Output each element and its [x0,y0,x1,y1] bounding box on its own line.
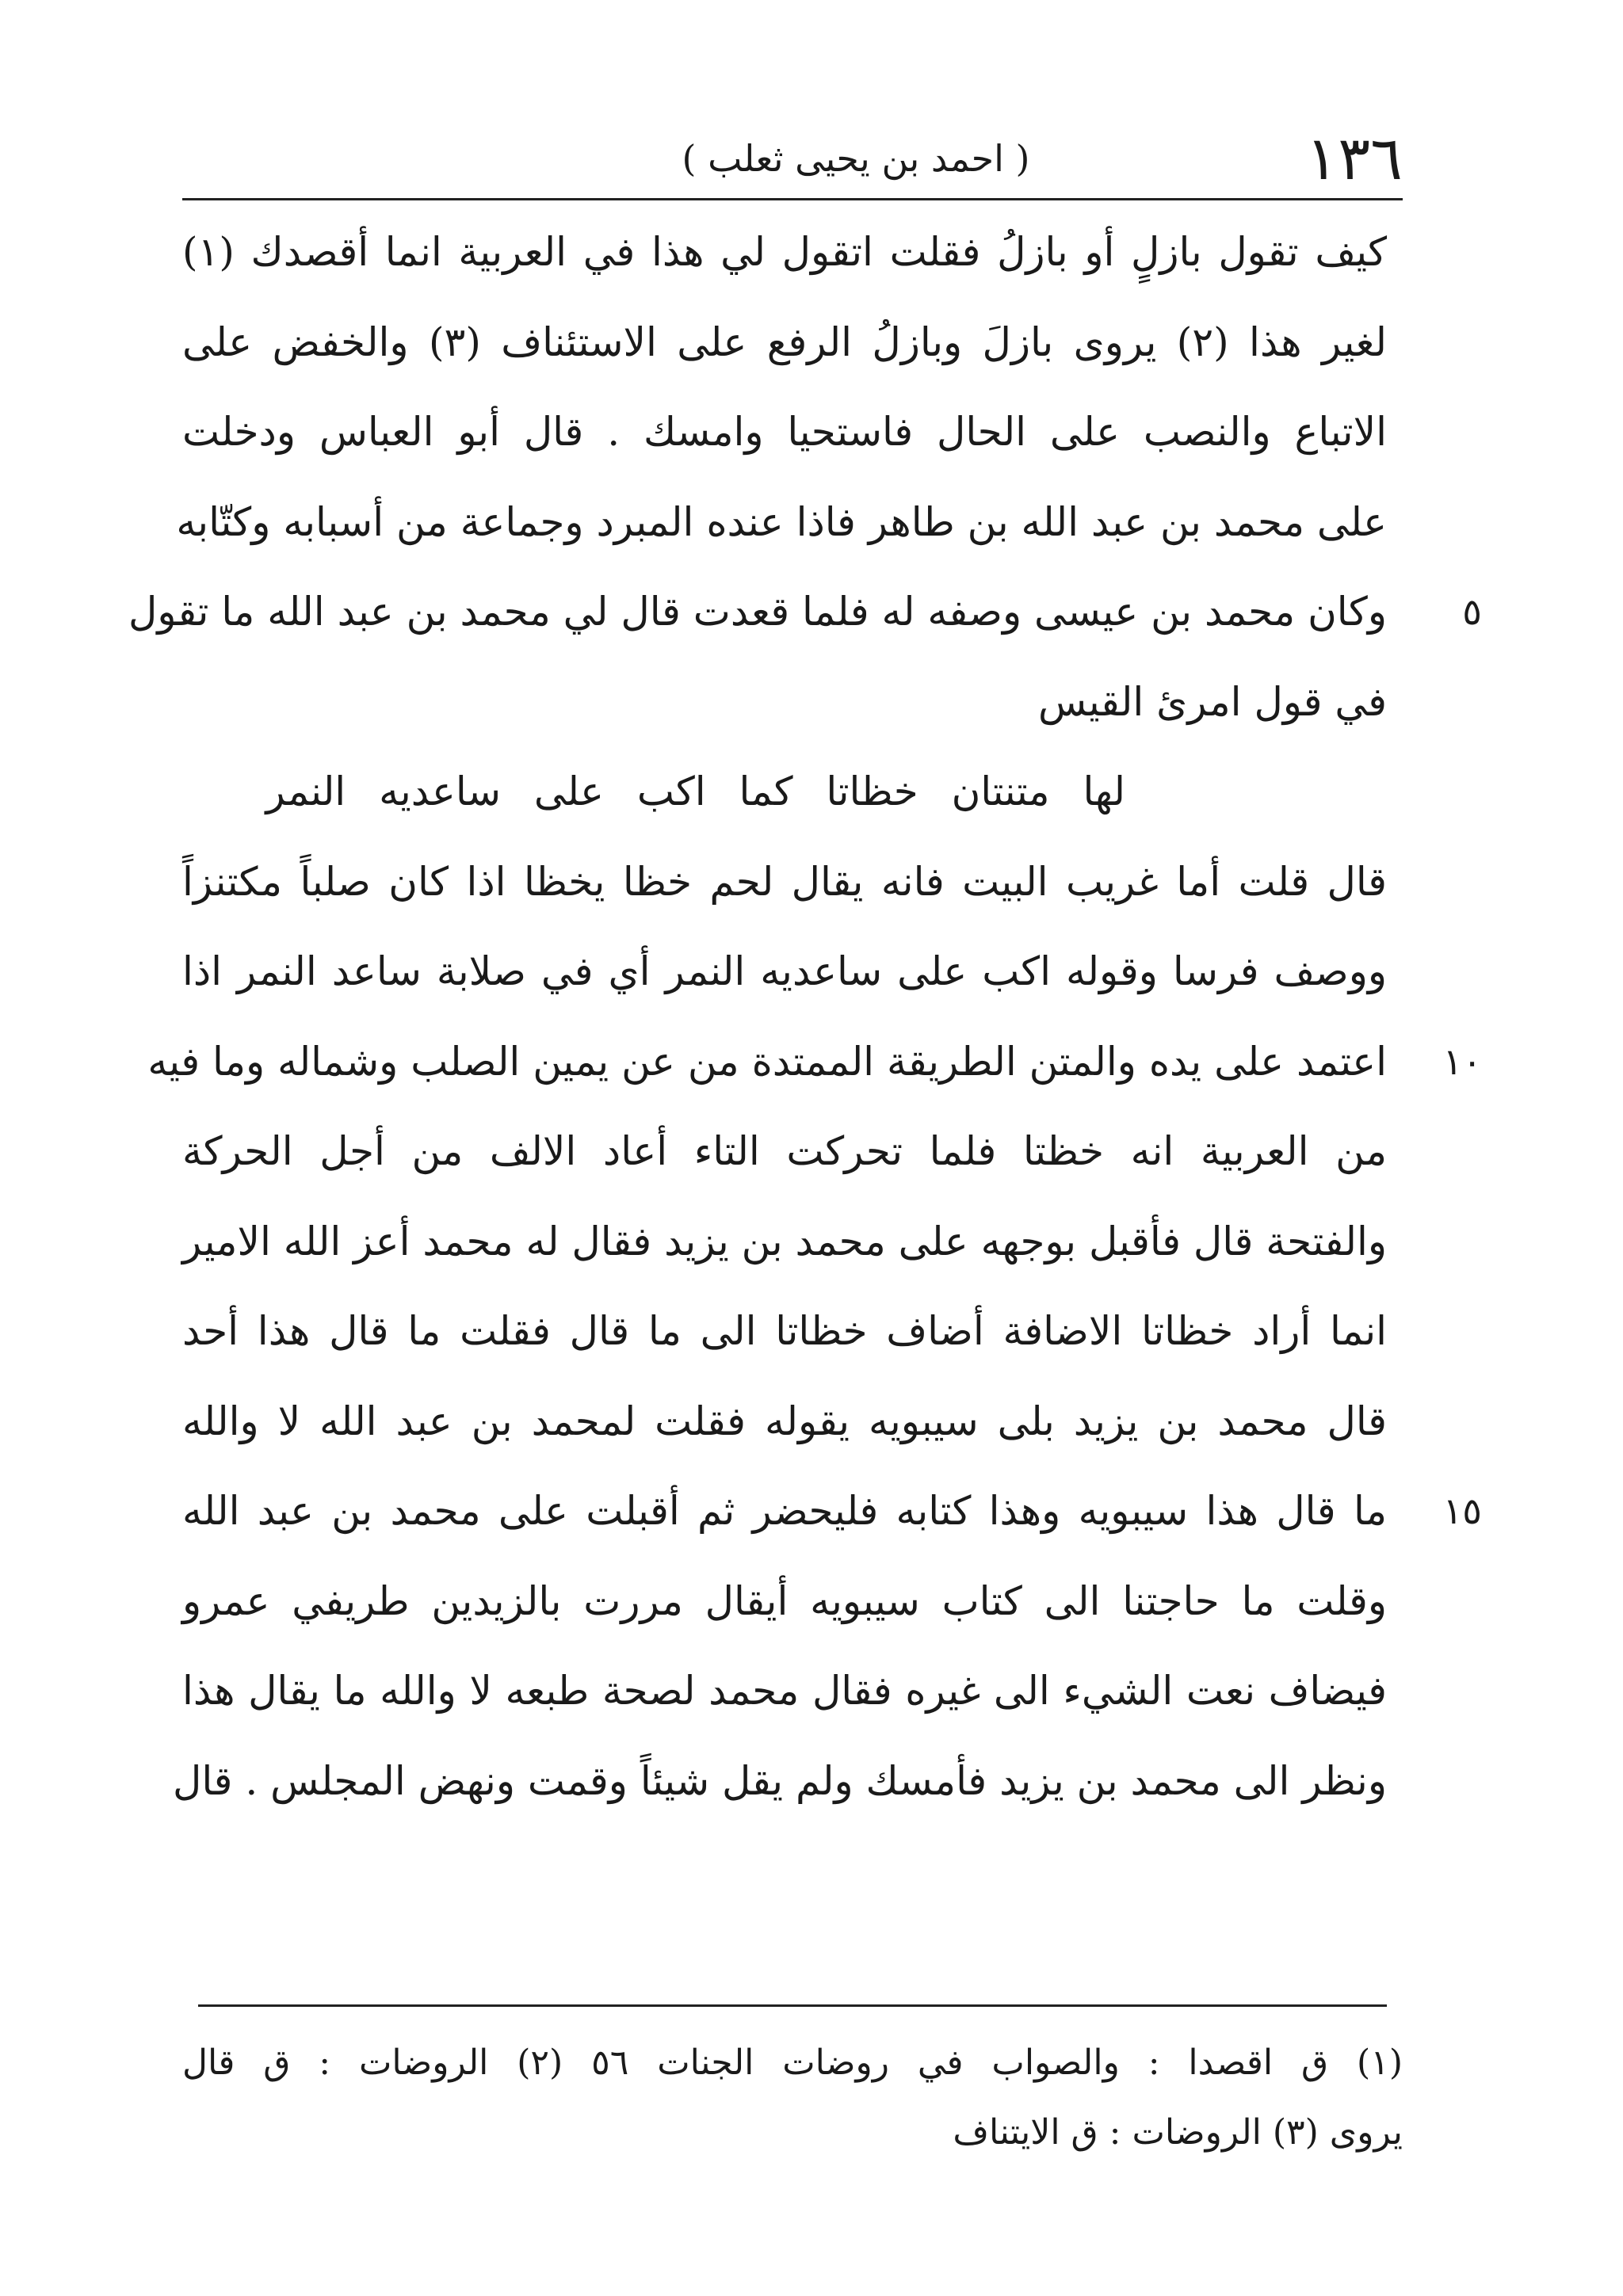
line-text: كيف تقول بازلٍ أو بازلُ فقلت اتقول لي هذا في العربية انما أقصدك (١) [182,229,1387,275]
text-line-9 [182,927,1387,1017]
text-line-4 [176,478,1387,568]
text-line-1 [182,208,1387,298]
line-text: ووصف فرسا وقوله اكب على ساعديه النمر أي في صلابة ساعد النمر اذا [182,948,1387,994]
text-line-3 [182,387,1387,478]
footnote-line: (١) ق اقصدا : والصواب في روضات الجنات ٥٦ (٢) الروضات : ق قال [182,2042,1403,2083]
line-text: في قول امرئ القيس [1038,678,1387,725]
line-number: ٥ [1462,590,1482,633]
footnote-line: يروى (٣) الروضات : ق الايتناف [953,2112,1403,2153]
text-line-11 [182,1107,1387,1197]
page-number: ١٣٦ [1305,123,1403,193]
page-header [182,119,1403,198]
line-text: قال قلت أما غريب البيت فانه يقال لحم خظا يخظا اذا كان صلباً مكتنزاً [182,858,1387,905]
line-text: وكان محمد بن عيسى وصفه له فلما قعدت قال لي محمد بن عبد الله ما تقول [128,589,1387,635]
line-text: من العربية انه خظتا فلما تحركت التاء أعاد الالف من أجل الحركة [182,1128,1387,1174]
line-text: والفتحة قال فأقبل بوجهه على محمد بن يزيد فقال له محمد أعز الله الامير [182,1218,1387,1264]
line-text: ونظر الى محمد بن يزيد فأمسك ولم يقل شيئاً وقمت ونهض المجلس . قال [172,1757,1387,1804]
text-line-12 [182,1197,1387,1287]
text-line-16 [182,1557,1387,1647]
running-title: ( احمد بن يحيى ثعلب ) [682,137,1030,180]
verse-line [182,747,1387,837]
text-line-15 [182,1466,1482,1557]
footnotes [182,2028,1403,2168]
line-number: ١٠ [1442,1039,1482,1083]
main-text [128,208,1482,1826]
line-text: فيضاف نعت الشيء الى غيره فقال محمد لصحة طبعه لا والله ما يقال هذا [182,1668,1387,1714]
line-number: ١٥ [1442,1489,1482,1532]
text-line-2 [182,298,1387,388]
line-text: على محمد بن عبد الله بن طاهر فاذا عنده المبرد وجماعة من أسبابه وكتّابه [176,498,1387,545]
line-text: قال محمد بن يزيد بلى سيبويه يقوله فقلت لمحمد بن عبد الله لا والله [182,1398,1387,1444]
text-line-8 [182,837,1387,928]
text-line-10 [147,1017,1482,1108]
text-line-6 [182,658,1387,748]
line-text: انما أراد خظاتا الاضافة أضاف خظاتا الى ما قال فقلت ما قال هذا أحد [182,1308,1387,1354]
text-line-5 [128,567,1482,658]
footnote-rule [198,2004,1387,2007]
line-text: وقلت ما حاجتنا الى كتاب سيبويه أيقال مررت بالزيدين طريفي عمرو [182,1577,1387,1624]
line-text: الاتباع والنصب على الحال فاستحيا وامسك . قال أبو العباس ودخلت [182,409,1387,455]
text-line-17 [182,1646,1387,1737]
header-rule [182,198,1403,200]
line-text: لغير هذا (٢) يروى بازلَ وبازلُ الرفع على الاستئناف (٣) والخفض على [182,318,1387,365]
line-text: ما قال هذا سيبويه وهذا كتابه فليحضر ثم أقبلت على محمد بن عبد الله [182,1488,1388,1534]
line-text: اعتمد على يده والمتن الطريقة الممتدة من عن يمين الصلب وشماله وما فيه [147,1038,1387,1085]
verse-text: لها متنتان خظاتا كما اكب على ساعديه النمر [265,769,1125,814]
text-line-13 [182,1287,1387,1377]
text-line-18 [172,1737,1387,1827]
text-line-14 [182,1377,1387,1467]
